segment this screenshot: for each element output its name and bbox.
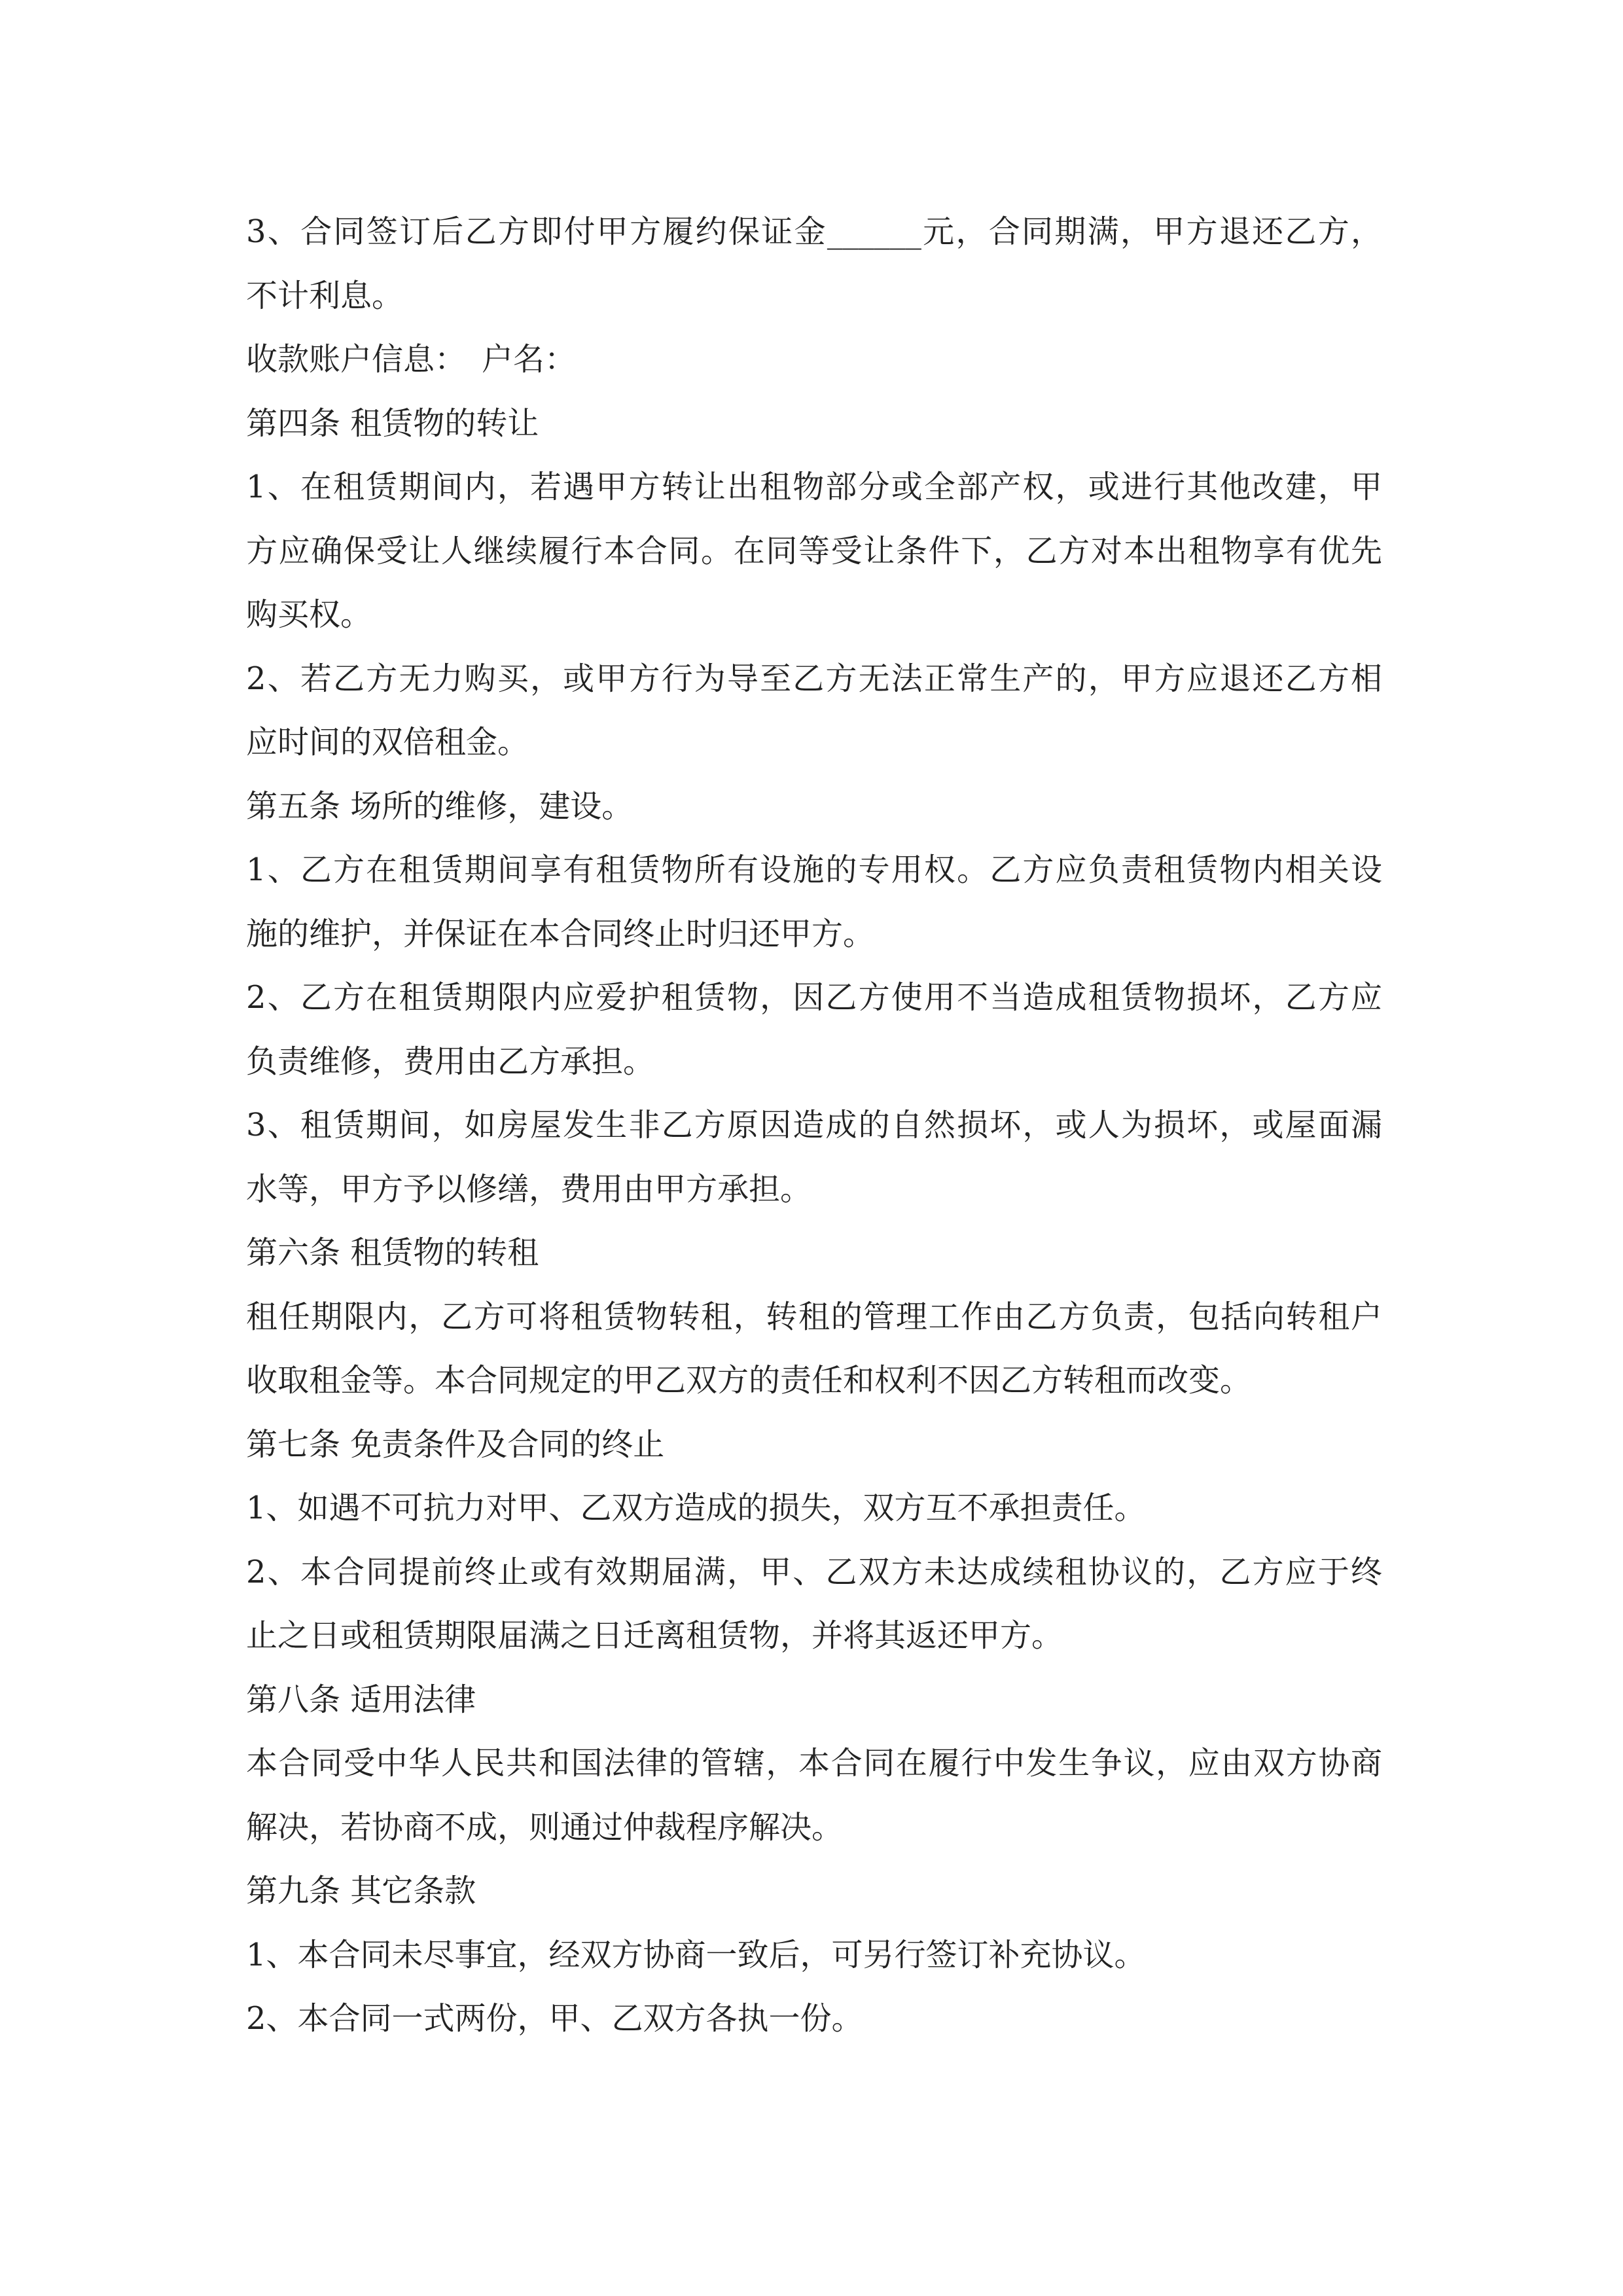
- text-line: 2、若乙方无力购买，或甲方行为导至乙方无法正常生产的，甲方应退还乙方相: [246, 660, 1382, 697]
- text-line: 收取租金等。本合同规定的甲乙双方的责任和权利不因乙方转租而改变。: [246, 1362, 1252, 1399]
- text-line: 2、本合同一式两份，甲、乙双方各执一份。: [246, 2000, 863, 2037]
- document-body: [246, 200, 1382, 2051]
- text-line: 1、乙方在租赁期间享有租赁物所有设施的专用权。乙方应负责租赁物内相关设: [246, 852, 1382, 888]
- text-line: 收款账户信息： 户名：: [246, 341, 577, 378]
- text-line: 不计利息。: [246, 277, 404, 314]
- text-line: 解决，若协商不成，则通过仲裁程序解决。: [246, 1808, 844, 1846]
- text-line: 施的维护，并保证在本合同终止时归还甲方。: [246, 915, 875, 952]
- text-line: 止之日或租赁期限届满之日迁离租赁物，并将其返还甲方。: [246, 1617, 1063, 1654]
- text-line: 1、如遇不可抗力对甲、乙双方造成的损失，双方互不承担责任。: [246, 1490, 1146, 1526]
- text-line: 2、乙方在租赁期限内应爱护租赁物，因乙方使用不当造成租赁物损坏，乙方应: [246, 979, 1382, 1016]
- text-line: 本合同受中华人民共和国法律的管辖，本合同在履行中发生争议，应由双方协商: [246, 1745, 1382, 1782]
- text-line: 3、租赁期间，如房屋发生非乙方原因造成的自然损坏，或人为损坏，或屋面漏: [246, 1107, 1382, 1143]
- article-heading: 第六条 租赁物的转租: [246, 1234, 539, 1271]
- article-heading: 第九条 其它条款: [246, 1873, 476, 1909]
- text-line: 负责维修，费用由乙方承担。: [246, 1043, 655, 1080]
- article-heading: 第八条 适用法律: [246, 1681, 476, 1718]
- text-line: 1、在租赁期间内，若遇甲方转让出租物部分或全部产权，或进行其他改建，甲: [246, 469, 1382, 505]
- text-line: 水等，甲方予以修缮，费用由甲方承担。: [246, 1170, 812, 1208]
- text-line: 1、本合同未尽事宜，经双方协商一致后，可另行签订补充协议。: [246, 1936, 1146, 1973]
- article-heading: 第四条 租赁物的转让: [246, 404, 539, 442]
- text-line: 3、合同签订后乙方即付甲方履约保证金______元，合同期满，甲方退还乙方，: [246, 213, 1382, 250]
- text-line: 应时间的双倍租金。: [246, 724, 529, 761]
- article-heading: 第七条 免责条件及合同的终止: [246, 1426, 665, 1463]
- text-line: 购买权。: [246, 596, 372, 633]
- text-line: 租任期限内，乙方可将租赁物转租，转租的管理工作由乙方负责，包括向转租户: [246, 1298, 1382, 1335]
- article-heading: 第五条 场所的维修，建设。: [246, 787, 633, 825]
- text-line: 2、本合同提前终止或有效期届满，甲、乙双方未达成续租协议的，乙方应于终: [246, 1553, 1382, 1590]
- text-line: 方应确保受让人继续履行本合同。在同等受让条件下，乙方对本出租物享有优先: [246, 532, 1382, 569]
